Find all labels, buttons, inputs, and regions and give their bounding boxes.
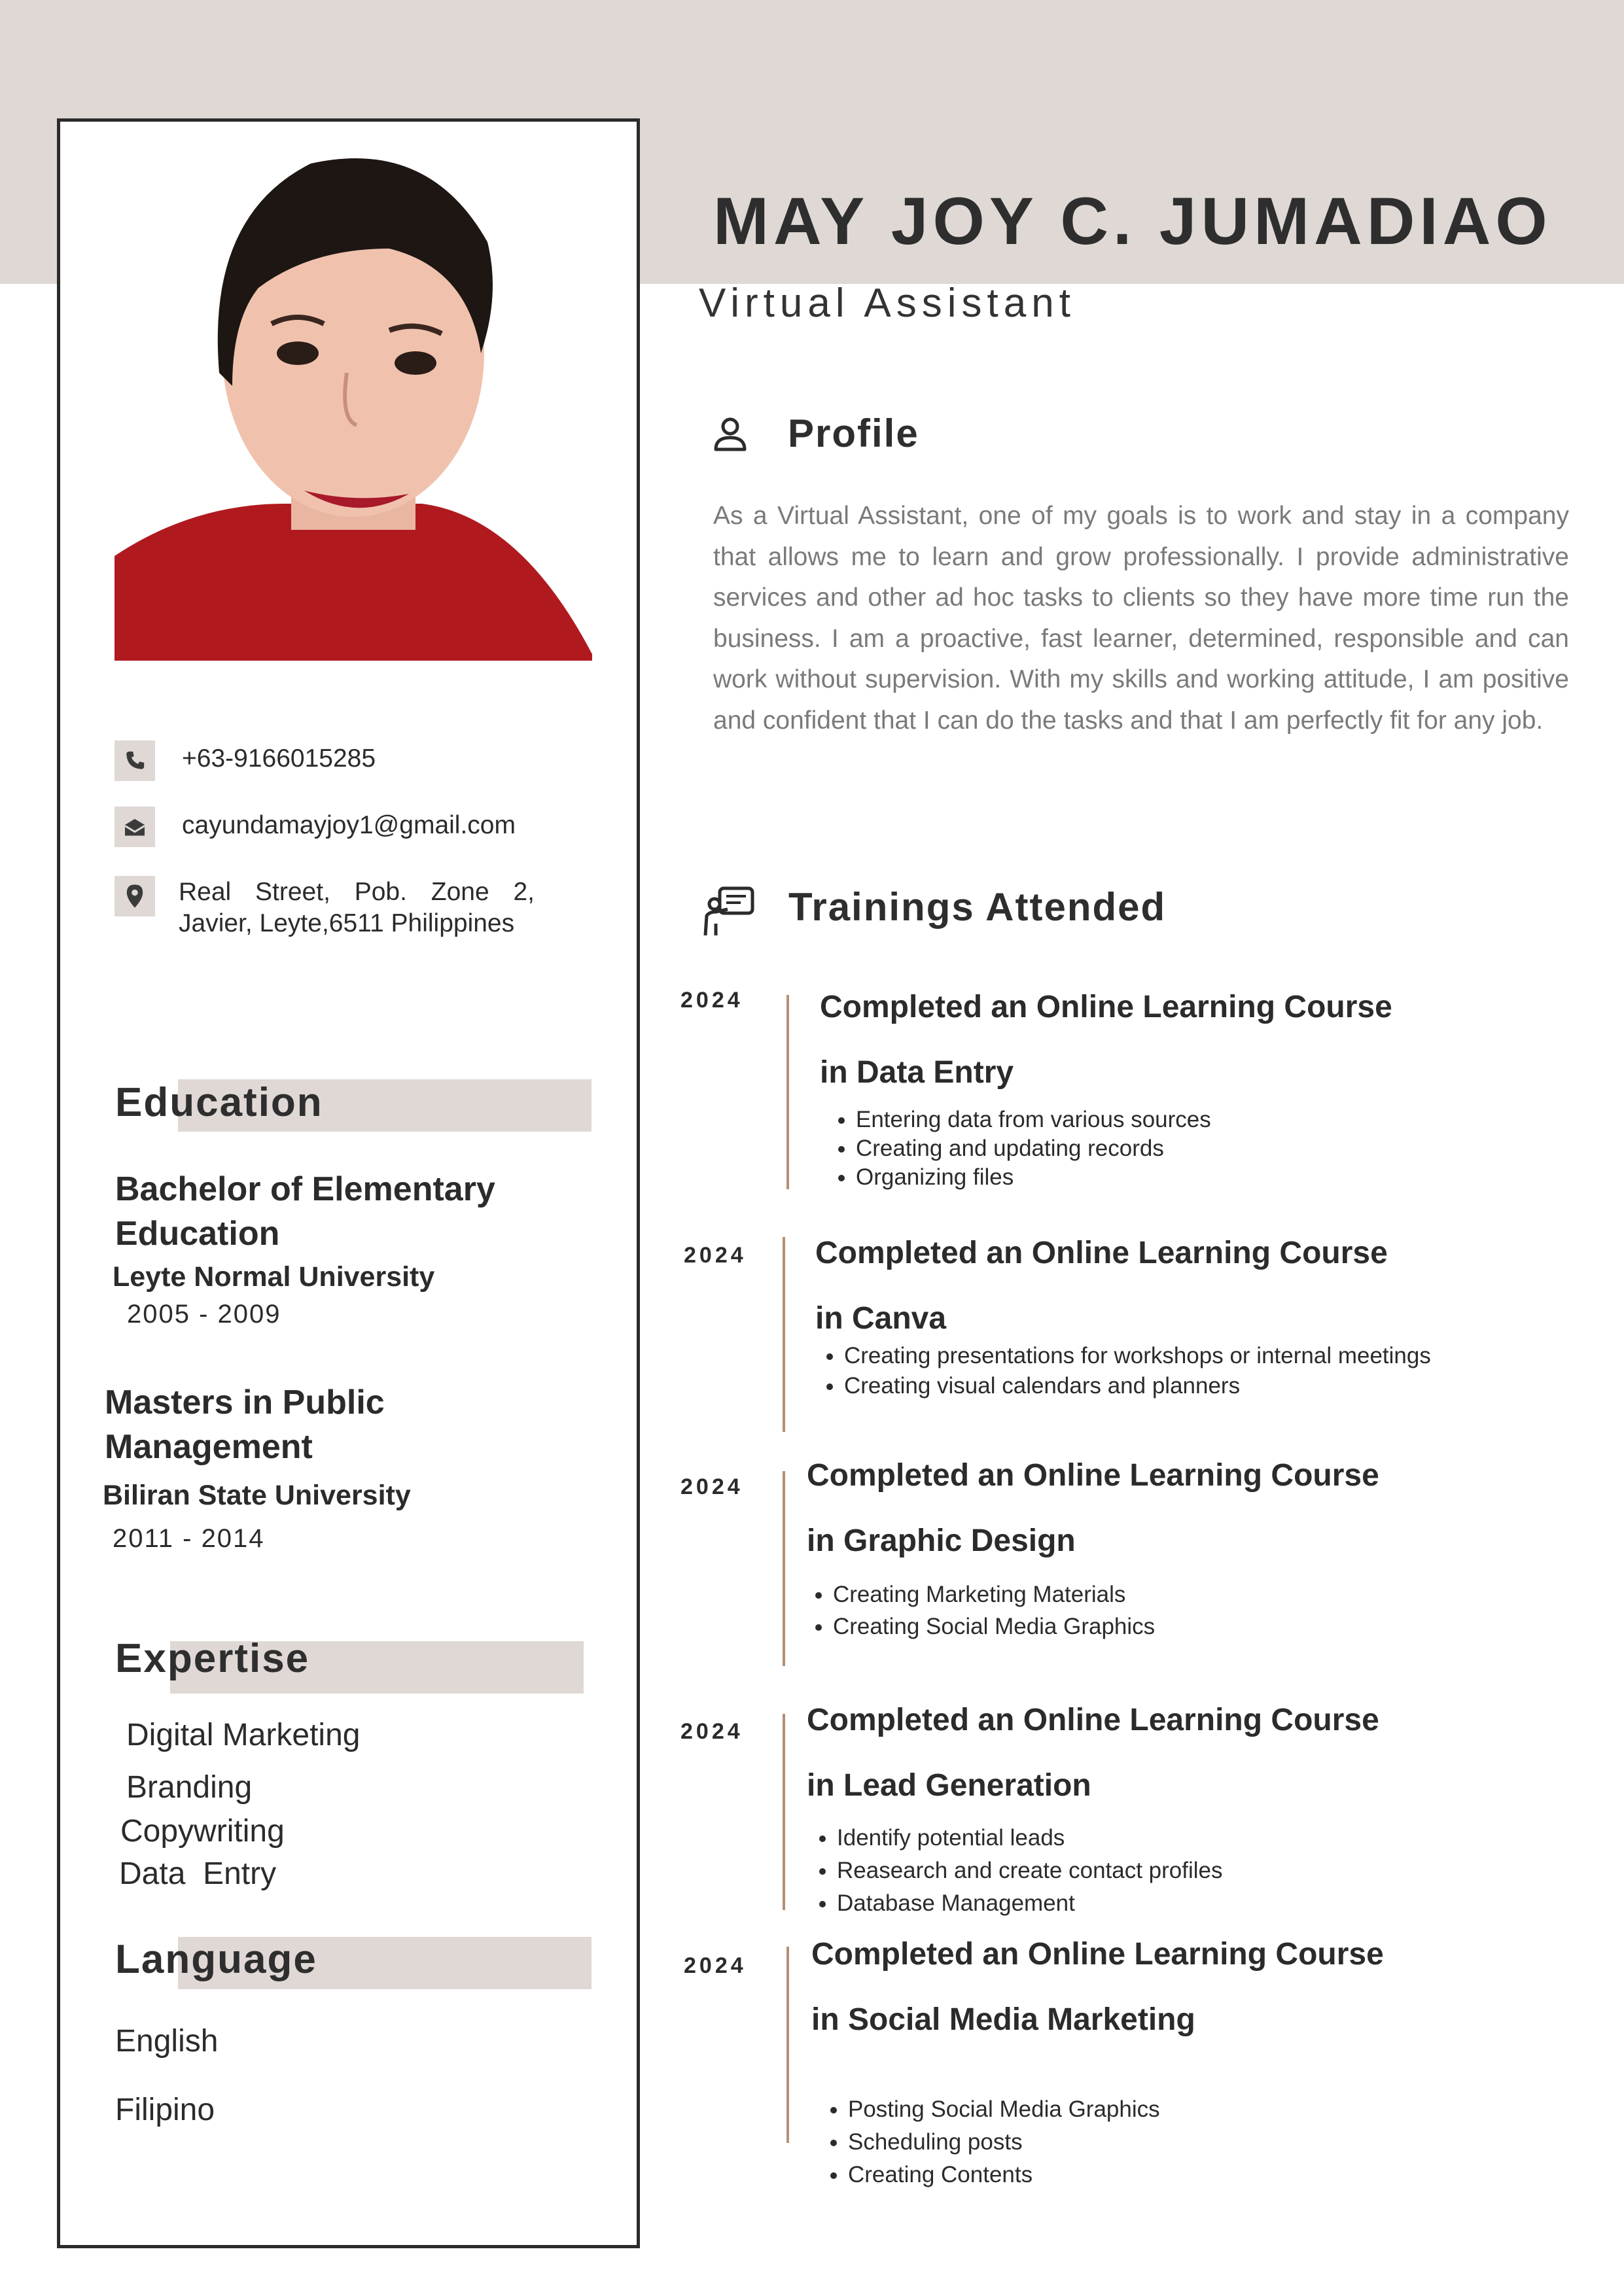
training-title-line-2: in Graphic Design bbox=[807, 1523, 1076, 1558]
email-address: cayundamayjoy1@gmail.com bbox=[182, 811, 516, 839]
profile-summary: As a Virtual Assistant, one of my goals is to work and stay in a company that allows me to learn and grow professionally. I provide administrative services and other ad hoc tasks to clients so they have more time run the business. I am a proactive, fast learner, determined, responsible and can work without supervision. With my skills and working attitude, I am positive and confident that I can do the tasks and that I am perfectly fit for any job. bbox=[713, 502, 1569, 735]
expertise-item: Copywriting bbox=[120, 1814, 285, 1849]
degree-2-line-2: Management bbox=[105, 1428, 313, 1466]
training-title-line-1: Completed an Online Learning Course bbox=[807, 1703, 1379, 1737]
address-line-2: Javier, Leyte,6511 Philippines bbox=[179, 909, 515, 937]
training-bullet: • Creating and updating records bbox=[856, 1134, 1211, 1163]
training-title-line-1: Completed an Online Learning Course bbox=[820, 990, 1392, 1024]
training-bullet: • Creating visual calendars and planners bbox=[844, 1371, 1431, 1401]
location-pin-icon bbox=[115, 876, 155, 916]
language-item: English bbox=[115, 2024, 219, 2059]
profile-photo bbox=[115, 137, 592, 661]
training-bullets bbox=[826, 1105, 1211, 1192]
training-year: 2024 bbox=[680, 1474, 743, 1499]
training-title-line-2: in Lead Generation bbox=[807, 1768, 1091, 1803]
training-bullet: • Creating Social Media Graphics bbox=[833, 1610, 1155, 1643]
job-title: Virtual Assistant bbox=[699, 281, 1076, 326]
training-bullet: • Creating presentations for workshops or internal meetings bbox=[844, 1341, 1431, 1371]
expertise-item: Digital Marketing bbox=[126, 1718, 361, 1752]
training-bullet: • Identify potential leads bbox=[837, 1822, 1223, 1854]
training-year: 2024 bbox=[680, 1719, 743, 1744]
training-title-line-1: Completed an Online Learning Course bbox=[815, 1236, 1388, 1270]
degree-1-line-1: Bachelor of Elementary bbox=[115, 1170, 495, 1208]
expertise-item: Data Entry bbox=[119, 1856, 277, 1891]
training-bullets bbox=[803, 1578, 1155, 1643]
training-bullet: • Organizing files bbox=[856, 1163, 1211, 1192]
training-year: 2024 bbox=[680, 988, 743, 1013]
training-bullets bbox=[807, 1822, 1223, 1920]
training-bullet: • Posting Social Media Graphics bbox=[848, 2093, 1160, 2126]
training-title-line-2: in Data Entry bbox=[820, 1055, 1014, 1090]
training-title-line-2: in Canva bbox=[815, 1301, 947, 1336]
phone-icon bbox=[115, 740, 155, 781]
mail-icon bbox=[115, 807, 155, 847]
person-icon bbox=[712, 415, 749, 455]
training-year: 2024 bbox=[684, 1243, 747, 1268]
training-bullets bbox=[818, 2093, 1160, 2191]
training-bullet: • Creating Contents bbox=[848, 2159, 1160, 2191]
training-bullets bbox=[814, 1341, 1431, 1401]
timeline-line bbox=[786, 1947, 789, 2143]
years-2: 2011 - 2014 bbox=[113, 1524, 265, 1553]
training-year: 2024 bbox=[684, 1953, 747, 1978]
phone-number: +63-9166015285 bbox=[182, 744, 376, 773]
training-title-line-1: Completed an Online Learning Course bbox=[807, 1458, 1379, 1493]
timeline-line bbox=[786, 995, 789, 1189]
trainings-heading: Trainings Attended bbox=[788, 885, 1167, 929]
years-1: 2005 - 2009 bbox=[127, 1300, 281, 1329]
address-line-1: Real Street, Pob. Zone 2, bbox=[179, 878, 535, 906]
training-title-line-1: Completed an Online Learning Course bbox=[811, 1937, 1384, 1972]
training-bullet: • Reasearch and create contact profiles bbox=[837, 1854, 1223, 1887]
timeline-line bbox=[783, 1237, 785, 1432]
training-title-line-2: in Social Media Marketing bbox=[811, 2002, 1195, 2037]
language-heading: Language bbox=[115, 1937, 317, 1982]
education-heading: Education bbox=[115, 1080, 323, 1125]
training-bullet: • Entering data from various sources bbox=[856, 1105, 1211, 1134]
degree-2-line-1: Masters in Public bbox=[105, 1383, 385, 1421]
profile-heading: Profile bbox=[788, 411, 919, 455]
training-presentation-icon bbox=[701, 884, 756, 943]
timeline-line bbox=[783, 1471, 785, 1666]
expertise-heading: Expertise bbox=[115, 1636, 310, 1681]
training-bullet: • Creating Marketing Materials bbox=[833, 1578, 1155, 1610]
school-1: Leyte Normal University bbox=[113, 1261, 435, 1293]
training-bullet: • Database Management bbox=[837, 1887, 1223, 1920]
expertise-item: Branding bbox=[126, 1770, 253, 1805]
language-item: Filipino bbox=[115, 2093, 215, 2127]
degree-1-line-2: Education bbox=[115, 1215, 280, 1253]
timeline-line bbox=[783, 1714, 785, 1910]
school-2: Biliran State University bbox=[103, 1480, 411, 1511]
full-name: MAY JOY C. JUMADIAO bbox=[713, 184, 1552, 258]
training-bullet: • Scheduling posts bbox=[848, 2126, 1160, 2159]
